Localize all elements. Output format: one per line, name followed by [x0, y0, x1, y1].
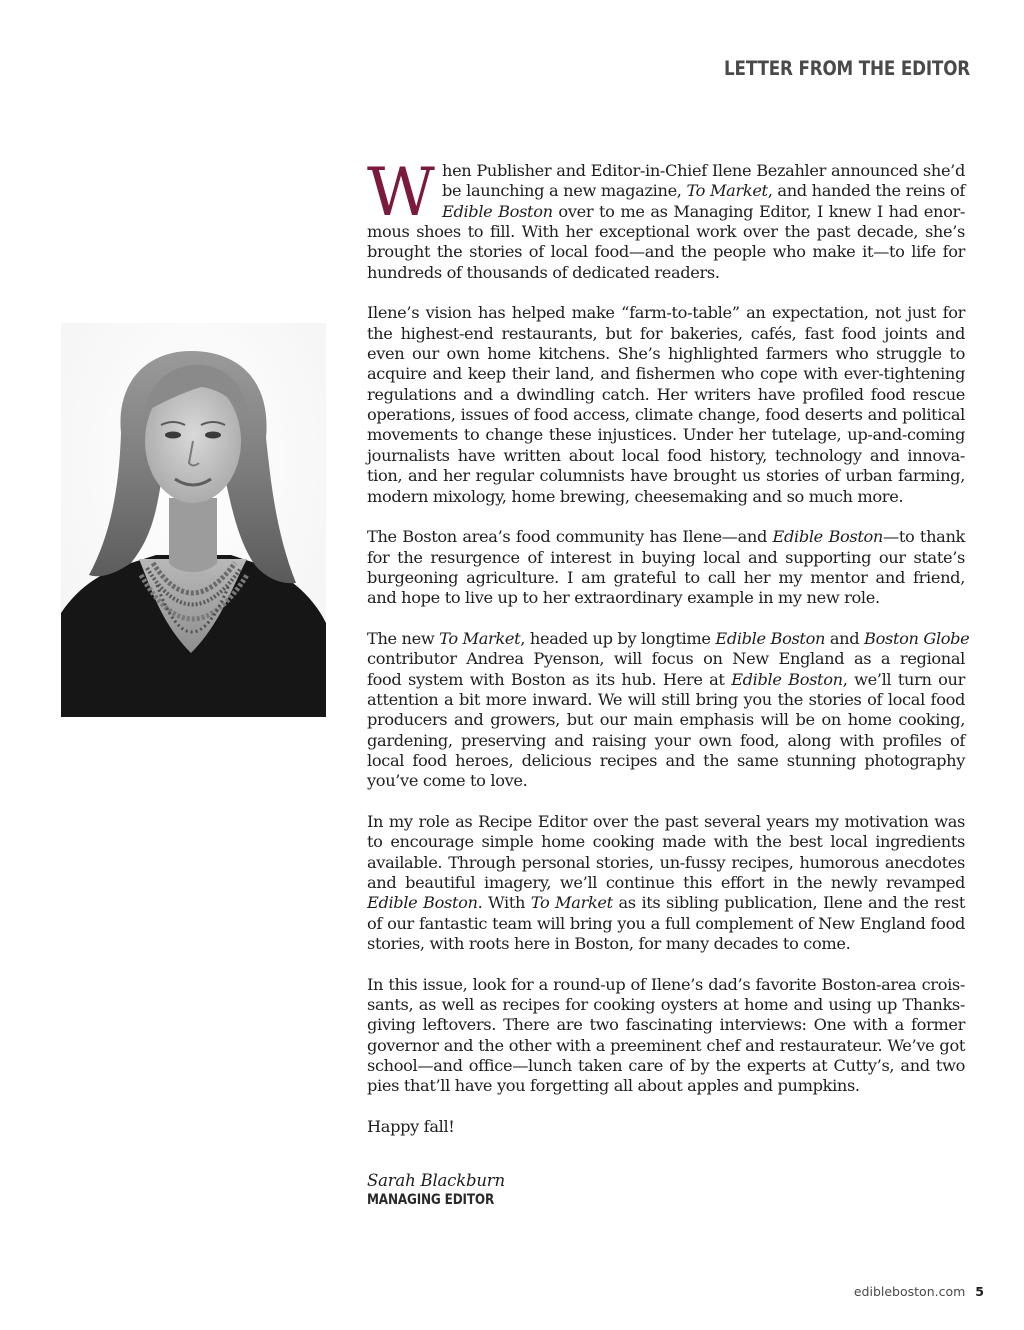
text-line: producers and growers, but our main emphasis will be on home cooking, [367, 710, 965, 730]
paragraph-3 [367, 527, 965, 608]
text-line: hen Publisher and Editor-in-Chief Ilene Bezahler announced she’d [442, 161, 965, 180]
text-line: and beautiful imagery, we’ll continue this effort in the newly revamped [367, 873, 965, 893]
section-title: LETTER FROM THE EDITOR [724, 57, 970, 80]
text-line: sants, as well as recipes for cooking oysters at home and using up Thanks- [367, 995, 965, 1015]
paragraph-2 [367, 303, 965, 506]
editor-letter [367, 154, 970, 1208]
text-line: In my role as Recipe Editor over the past several years my motivation was [367, 812, 965, 831]
text-line: mous shoes to fill. With her exceptional work over the past decade, she’s [367, 222, 965, 242]
text-line: gardening, preserving and raising your own food, along with profiles of [367, 730, 965, 750]
text-line: food system with Boston as its hub. Here at Edible Boston, we’ll turn our [367, 669, 965, 689]
text-line: burgeoning agriculture. I am grateful to call her my mentor and friend, [367, 567, 965, 587]
text-line: stories, with roots here in Boston, for many decades to come. [367, 934, 851, 954]
paragraph-4 [367, 628, 970, 792]
text-line: The new To Market, headed up by longtime Edible Boston and Boston Globe [367, 628, 970, 648]
text-line: Edible Boston. With To Market as its sibling publication, Ilene and the rest [367, 893, 965, 913]
text-line: for the resurgence of interest in buying local and supporting our state’s [367, 547, 965, 567]
signature [367, 1170, 965, 1208]
portrait-image [61, 323, 326, 717]
closing-line: Happy fall! [367, 1117, 455, 1137]
text-line: tion, and her regular columnists have brought us stories of urban farming, [367, 466, 965, 486]
text-line: acquire and keep their land, and fishermen who cope with ever-tightening [367, 364, 965, 384]
text-line: to encourage simple home cooking made with the best local ingredients [367, 832, 965, 852]
page-footer [854, 1284, 984, 1299]
text-line: and hope to live up to her extraordinary example in my new role. [367, 588, 880, 608]
paragraph-5 [367, 812, 965, 954]
text-line: movements to change these injustices. Under her tutelage, up-and-coming [367, 425, 965, 445]
paragraph-6 [367, 975, 965, 1097]
text-line: hundreds of thousands of dedicated readers. [367, 262, 720, 282]
page-number: 5 [975, 1284, 984, 1299]
text-line: school—and office—lunch taken care of by the experts at Cutty’s, and two [367, 1056, 965, 1076]
text-line: giving leftovers. There are two fascinating interviews: One with a former [367, 1015, 965, 1035]
text-line: operations, issues of food access, climate change, food deserts and political [367, 405, 965, 425]
text-line: contributor Andrea Pyenson, will focus on New England as a regional [367, 649, 965, 669]
paragraph-1 [367, 154, 966, 283]
drop-cap: W [367, 154, 435, 231]
text-line: the highest-end restaurants, but for bakeries, cafés, fast food joints and [367, 323, 965, 343]
text-line: available. Through personal stories, un-fussy recipes, humorous anecdotes [367, 852, 965, 872]
text-line: brought the stories of local food—and the people who make it—to life for [367, 242, 965, 262]
site-url[interactable]: edibleboston.com [853, 1284, 966, 1299]
text-line: governor and the other with a preeminent chef and restaurateur. We’ve got [367, 1035, 965, 1055]
text-line: even our own home kitchens. She’s highlighted farmers who struggle to [367, 344, 965, 364]
text-line: pies that’ll have you forgetting all about apples and pumpkins. [367, 1076, 860, 1096]
text-line: local food heroes, delicious recipes and the same stunning photography [367, 750, 965, 770]
text-line: you’ve come to love. [367, 771, 528, 791]
text-line: modern mixology, home brewing, cheesemaking and so much more. [367, 486, 904, 506]
signature-title: MANAGING EDITOR [367, 1191, 495, 1208]
text-line: journalists have written about local food history, technology and innova- [367, 445, 965, 465]
paragraph-7 [367, 1117, 965, 1137]
editor-portrait [61, 323, 326, 717]
text-line: In this issue, look for a round-up of Ilene’s dad’s favorite Boston-area crois- [367, 974, 965, 994]
text-line: attention a bit more inward. We will still bring you the stories of local food [367, 689, 965, 709]
text-line: regulations and a dwindling catch. Her writers have profiled food rescue [367, 384, 965, 404]
signature-name: Sarah Blackburn [367, 1170, 505, 1190]
text-line: Ilene’s vision has helped make “farm-to-table” an expectation, not just for [367, 303, 965, 323]
text-line: Edible Boston over to me as Managing Editor, I knew I had enor- [442, 201, 965, 221]
text-line: The Boston area’s food community has Ilene—and Edible Boston—to thank [367, 527, 965, 547]
text-line: of our fantastic team will bring you a full complement of New England food [367, 913, 965, 933]
text-line: be launching a new magazine, To Market, and handed the reins of [442, 181, 966, 201]
